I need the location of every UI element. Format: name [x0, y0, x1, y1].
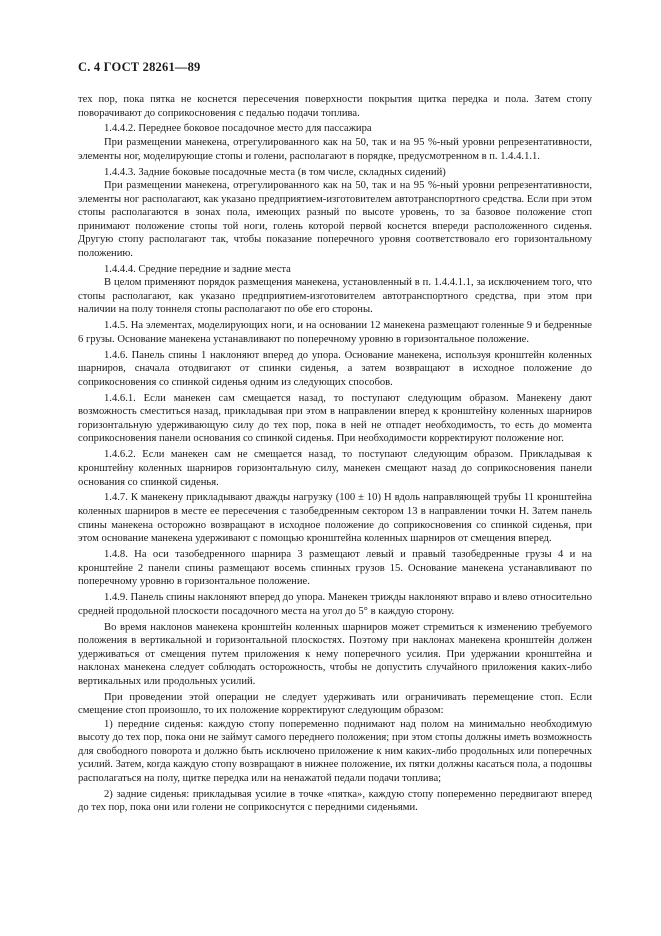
page-header: С. 4 ГОСТ 28261—89: [78, 60, 201, 74]
list-item-rear-seats: 2) задние сиденья: прикладывая усилие в точке «пятка», каждую стопу попеременно передвигают вперед до тех пор, пока они или голени не соприкоснутся с передними сиденьями.: [78, 788, 592, 814]
clause-1-4-6-2: 1.4.6.2. Если манекен сам не смещается назад, то поступают следующим образом. Прикладывая к кронштейну коленных шарниров горизонтальную силу, манекен смещают назад до соприкосновения панели основания со спинкой сиденья.: [78, 449, 592, 488]
clause-1-4-4-2-heading: 1.4.4.2. Переднее боковое посадочное место для пассажира: [104, 123, 372, 135]
clause-1-4-6-1: 1.4.6.1. Если манекен сам смещается назад, то поступают следующим образом. Манекену дают возможность сместиться назад, прикладывая при этом в направлении вперед к кронштейну коленных шарниров горизонтальную удерживающую силу до тех пор, пока в ней не отпадет необходимость, то есть до момента соприкосновения панели основания со спинкой сиденья. При необходимости корректируют положение ног.: [78, 392, 592, 445]
clause-1-4-5: 1.4.5. На элементах, моделирующих ноги, и на основании 12 манекена размещают голенные 9 и бедренные 6 грузы. Основание манекена устанавливают по поперечному уровню в горизонтальное положение.: [78, 320, 592, 345]
clause-1-4-4-2-text: При размещении манекена, отрегулированного как на 50, так и на 95 %-ный уровни репрезентативности, элементы ног, моделирующие стопы и голени, располагают в порядке, предусмотренном в п. 1.4.4.1.1.: [78, 137, 592, 162]
clause-1-4-9-tilting-text: Во время наклонов манекена кронштейн коленных шарниров может стремиться к изменению требуемого положения в вертикальной и горизонтальной плоскостях. Поэтому при наклонах манекена кронштейн должен удерживаться от смещения путем приложения к нему поперечного усилия. При удержании кронштейна и наклонах манекена следует соблюдать осторожность, чтобы не допустить случайного приложения каких-либо вертикальных или продольных усилий.: [78, 621, 592, 687]
clause-1-4-7: 1.4.7. К манекену прикладывают дважды нагрузку (100 ± 10) Н вдоль направляющей трубы 11 кронштейна коленных шарниров в месте ее пересечения с тазобедренным сектором 13 в направлении точки H. Затем панель спины манекена осторожно возвращают в исходное положение до соприкосновения со спинкой сиденья, при этом основание манекена удерживают с помощью кронштейна коленных шарниров от смещения вперед.: [78, 492, 592, 545]
list-item-front-seats: 1) передние сиденья: каждую стопу попеременно поднимают над полом на минимально необходимую высоту до тех пор, пока они не займут самого переднего положения; при этом стопы должны иметь возможность для свободного поворота и должно быть исключено приложение к ним каких-либо продольных или поперечных усилий. Затем, когда каждую стопу возвращают в нижнее положение, их пятки должны касаться пола, а подошвы располагаться на полу, щитке передка или на ненажатой педали подачи топлива;: [78, 718, 592, 784]
clause-1-4-6: 1.4.6. Панель спины 1 наклоняют вперед до упора. Основание манекена, используя кронштейн коленных шарниров, сначала отодвигают от спинки сиденья, а затем возвращают в исходное положение до соприкосновения со спинкой сиденья одним из следующих способов.: [78, 349, 592, 388]
document-body: [78, 93, 592, 817]
paragraph-continuation: тех пор, пока пятка не коснется пересечения поверхности покрытия щитка передка и пола. Затем стопу поворачивают до соприкосновения с педалью подачи топлива.: [78, 94, 592, 119]
clause-1-4-4-3-heading: 1.4.4.3. Задние боковые посадочные места (в том числе, складных сидений): [104, 166, 446, 178]
clause-1-4-9: 1.4.9. Панель спины наклоняют вперед до упора. Манекен трижды наклоняют вправо и влево относительно средней продольной плоскости посадочного места на угол до 5° в каждую сторону.: [78, 592, 592, 617]
clause-1-4-9-feet-text: При проведении этой операции не следует удерживать или ограничивать перемещение стоп. Если смещение стоп произошло, то их положение корректируют следующим образом:: [78, 691, 592, 717]
clause-1-4-4-3-text: При размещении манекена, отрегулированного как на 50, так и на 95 %-ный уровни репрезентативности, элементы ног располагают, как указано предприятием-изготовителем автотранспортного средства. Если при этом стопы располагаются в зонах пола, имеющих разный по высоте уровень, то за базовое положение стоп принимают положение стопы той ноги, голень которой первой коснется впереди расположенного сиденья. Другую стопу располагают так, чтобы показание поперечного уровня соответствовало его горизонтальному положению.: [78, 180, 592, 259]
clause-1-4-8: 1.4.8. На оси тазобедренного шарнира 3 размещают левый и правый тазобедренные грузы 4 и на кронштейне 2 панели спины размещают восемь спинных грузов 15. Основание манекена устанавливают по поперечному уровню в горизонтальное положение.: [78, 549, 592, 588]
clause-1-4-4-4-heading: 1.4.4.4. Средние передние и задние места: [104, 263, 291, 275]
clause-1-4-4-4-text: В целом применяют порядок размещения манекена, установленный в п. 1.4.4.1.1, за исключением того, что стопы располагают, как указано предприятием-изготовителем автотранспортного средства, при этом при наличии на полу тоннеля стопы располагают по обе его стороны.: [78, 277, 592, 316]
